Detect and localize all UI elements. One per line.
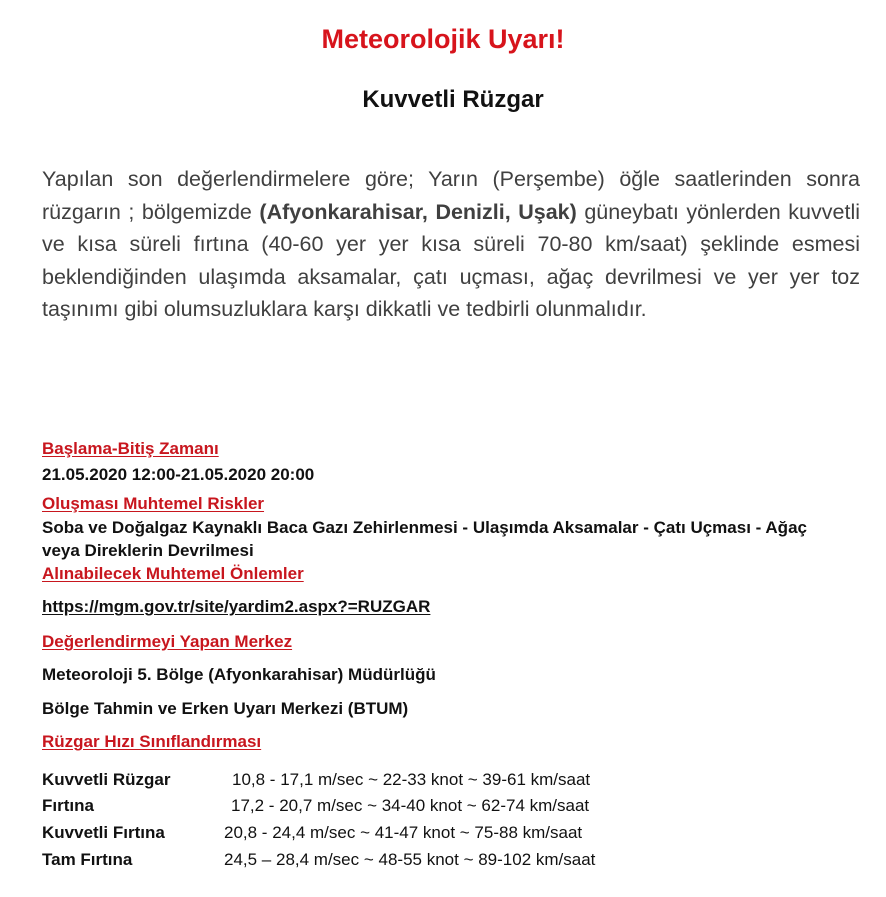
paragraph-details: güneybatı yönlerden kuvvetli ve kısa süreli fırtına (40-60 yer yer kısa süreli 70-80 km/saat) şeklinde esmesi beklendiğinden ulaşımda aksamalar, çatı uçması, ağaç devrilmesi ve yer yer toz taşınımı gibi olumsuzluklara karşı dikkatli ve tedbirli olunmalıdır. xyxy=(42,199,860,321)
wind-class-name: Kuvvetli Fırtına xyxy=(42,823,165,842)
warning-paragraph xyxy=(42,163,860,326)
paragraph-intro: Yapılan son değerlendirmelere göre; Yarın (Perşembe) öğle saatlerinden sonra rüzgarın ; bölgemizde xyxy=(42,167,860,224)
center-heading: Değerlendirmeyi Yapan Merkez xyxy=(42,632,293,651)
wind-class-range: 24,5 – 28,4 m/sec ~ 48-55 knot ~ 89-102 km/saat xyxy=(224,850,596,869)
center-line-1: Meteoroloji 5. Bölge (Afyonkarahisar) Müdürlüğü xyxy=(42,665,436,684)
center-line-2: Bölge Tahmin ve Erken Uyarı Merkezi (BTUM) xyxy=(42,699,409,718)
wind-class-range: 17,2 - 20,7 m/sec ~ 34-40 knot ~ 62-74 km/saat xyxy=(231,796,590,815)
wind-heading: Rüzgar Hızı Sınıflandırması xyxy=(42,732,262,751)
warning-subtitle: Kuvvetli Rüzgar xyxy=(362,86,544,113)
warning-title: Meteorolojik Uyarı! xyxy=(321,24,565,54)
time-heading: Başlama-Bitiş Zamanı xyxy=(42,439,219,458)
measures-link[interactable]: https://mgm.gov.tr/site/yardim2.aspx?=RUZGAR xyxy=(42,597,431,616)
time-value: 21.05.2020 12:00-21.05.2020 20:00 xyxy=(42,465,315,484)
wind-class-range: 10,8 - 17,1 m/sec ~ 22-33 knot ~ 39-61 km/saat xyxy=(232,770,591,789)
wind-class-name: Fırtına xyxy=(42,796,94,815)
risks-heading: Oluşması Muhtemel Riskler xyxy=(42,494,265,513)
risks-value: Soba ve Doğalgaz Kaynaklı Baca Gazı Zehirlenmesi - Ulaşımda Aksamalar - Çatı Uçması - Ağaç veya Direklerin Devrilmesi xyxy=(42,518,807,560)
wind-class-name: Kuvvetli Rüzgar xyxy=(42,770,171,789)
wind-class-range: 20,8 - 24,4 m/sec ~ 41-47 knot ~ 75-88 km/saat xyxy=(224,823,583,842)
measures-heading: Alınabilecek Muhtemel Önlemler xyxy=(42,564,304,583)
paragraph-provinces: (Afyonkarahisar, Denizli, Uşak) xyxy=(259,199,577,224)
wind-class-name: Tam Fırtına xyxy=(42,850,133,869)
